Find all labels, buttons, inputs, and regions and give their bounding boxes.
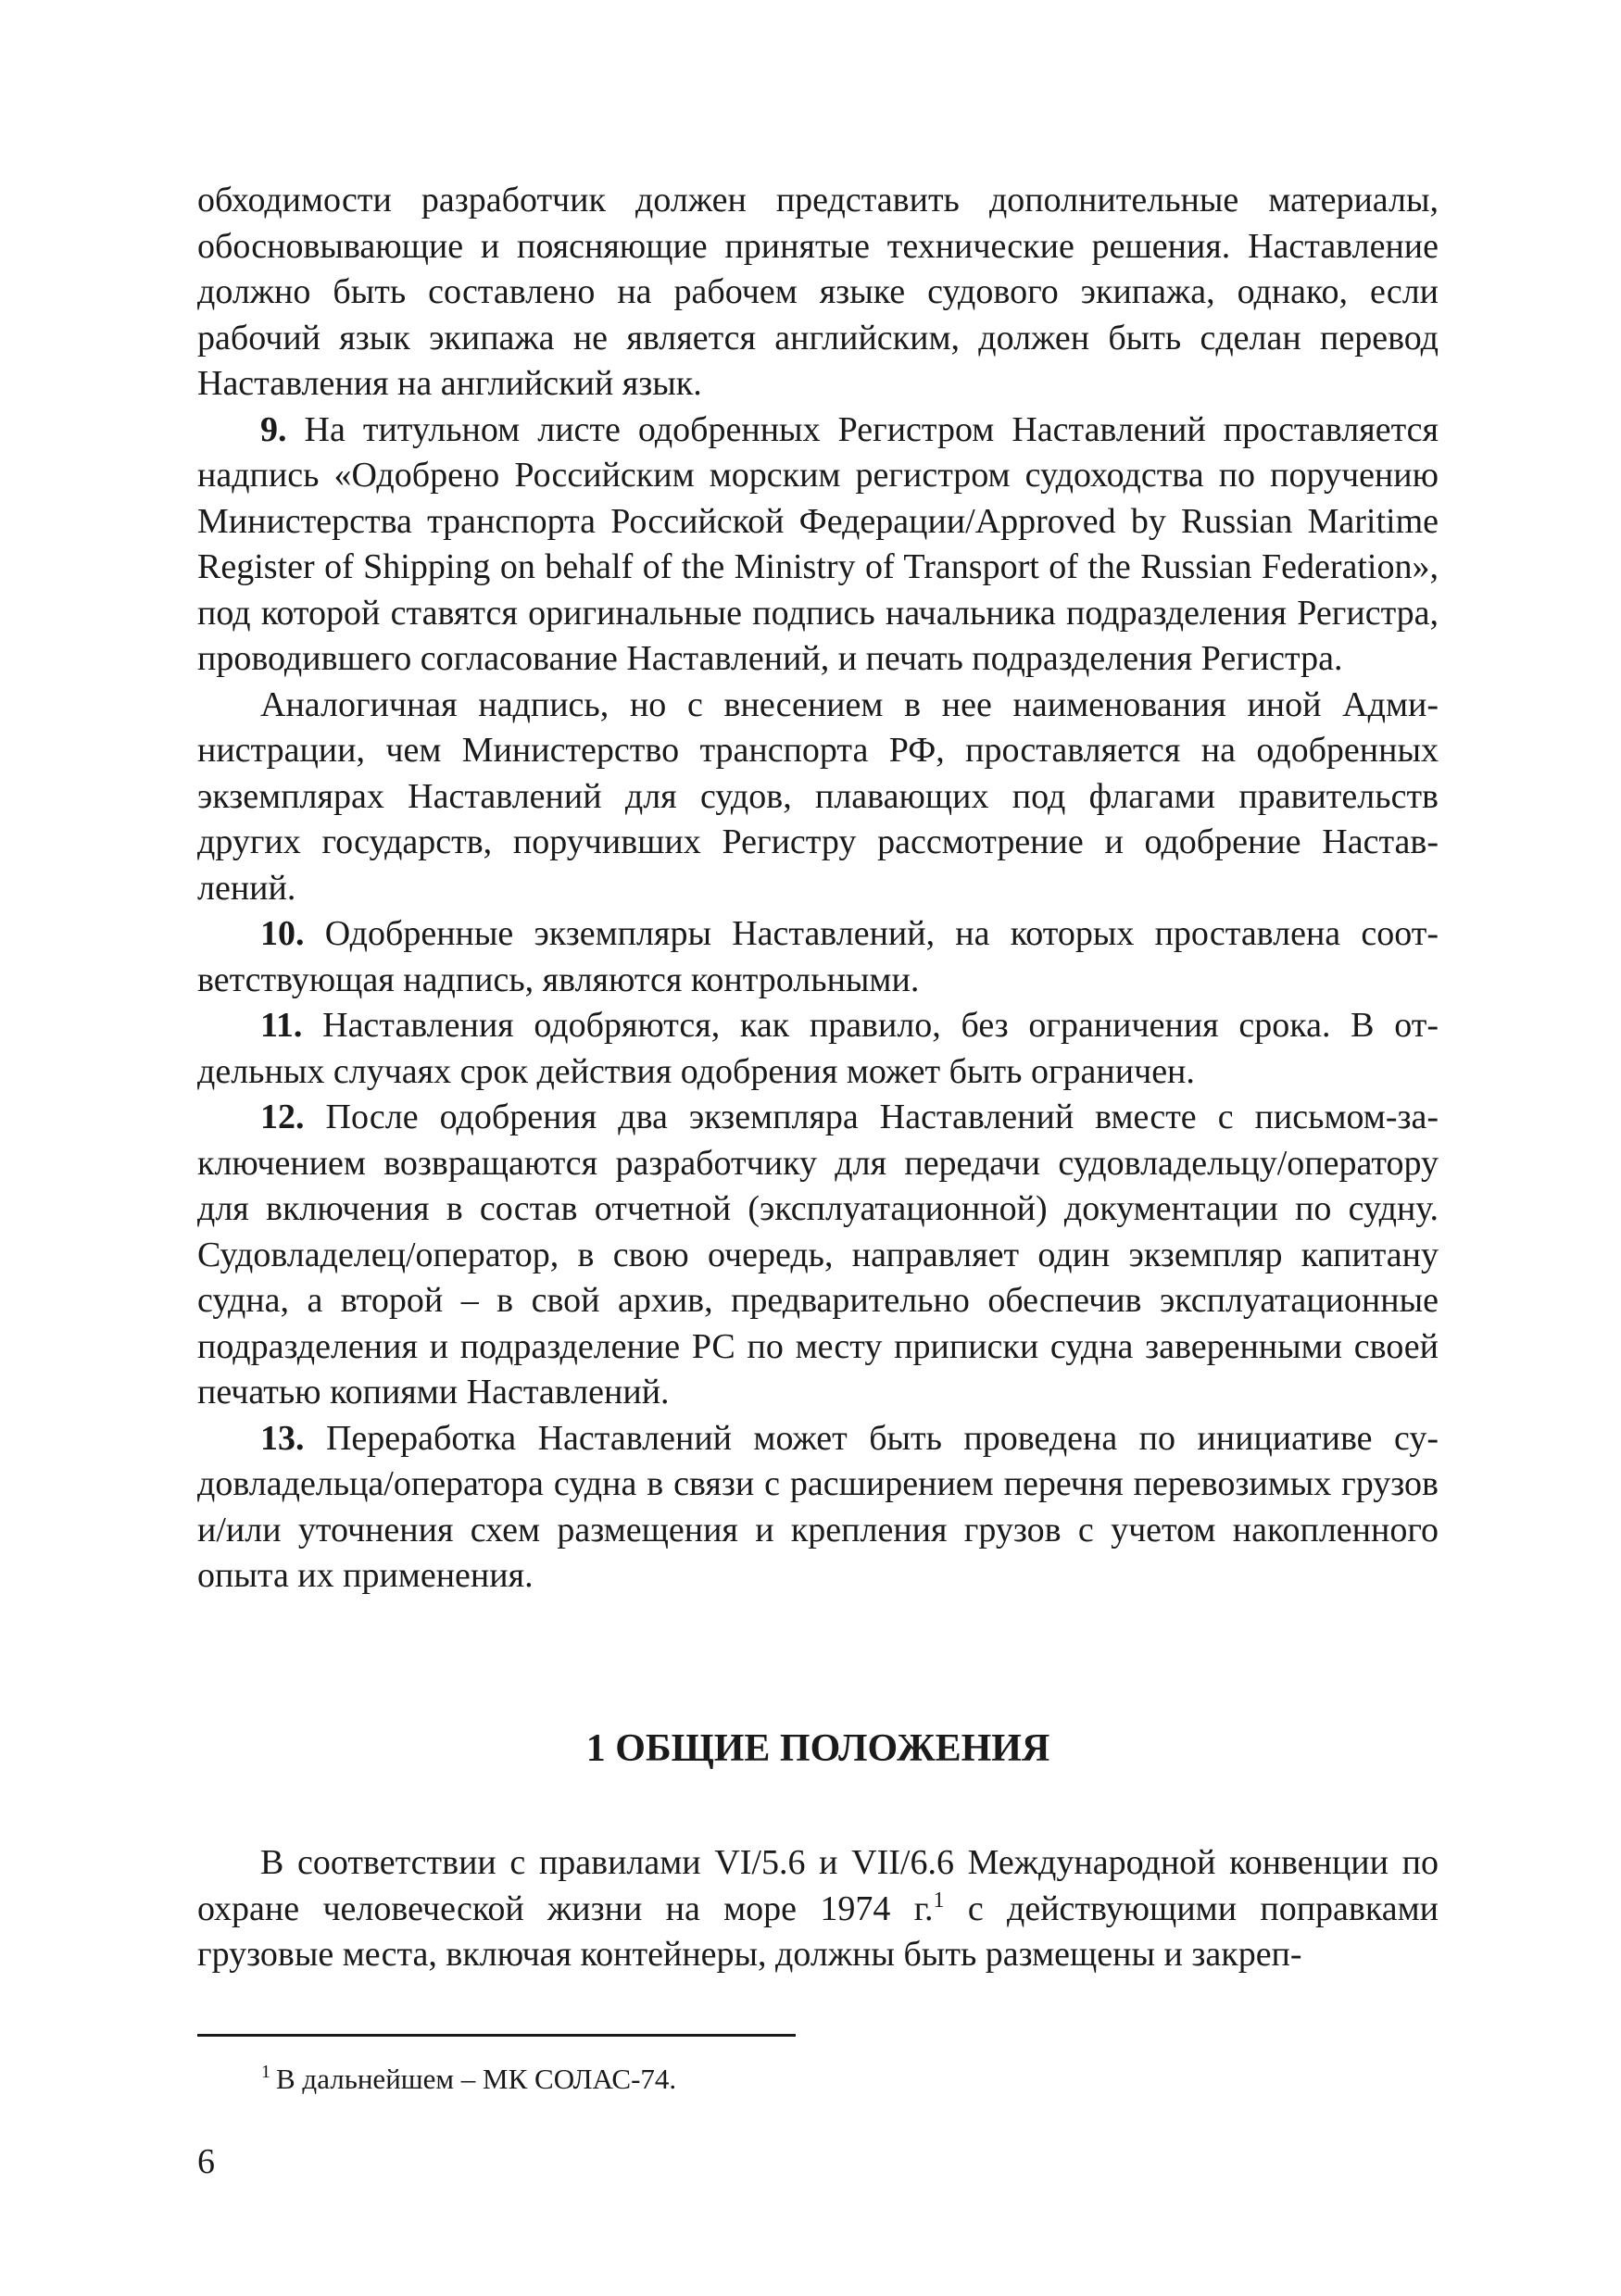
paragraph-13 (197, 1416, 1439, 1600)
paragraph-text-continued: с действующими поправками грузовые места, включая контейнеры, должны быть размещены и закреп- (197, 1888, 1439, 1974)
paragraph-number: 10. (260, 914, 305, 953)
paragraph-text: В соответствии с правилами VI/5.6 и VII/6.6 Международной конвенции по охране человеческой жизни на море 1974 г. (197, 1843, 1439, 1928)
paragraph-10 (197, 911, 1439, 1003)
page-number: 6 (197, 2142, 215, 2181)
footnote-mark: 1 (261, 2062, 270, 2082)
body-text-top (197, 178, 1439, 1600)
paragraph-text: После одобрения два экземпляра Наставлений вместе с письмом-заключением возвращаются разработчику для передачи судовладельцу/оператору для включения в состав отчетной (эксплуатационной) документации по судну. Судовладелец/оператор, в свою очередь, направляет один экземпляр капитану судна, а второй – в свой архив, предварительно обеспечив эксплуатационные подразделения и подразделение РС по месту приписки судна заверенными своей печатью копиями Наставлений. (197, 1098, 1439, 1411)
paragraph-text: Аналогичная надпись, но с внесением в нее наименования иной Администрации, чем Министерство транспорта РФ, проставляется на одобренных экземплярах Наставлений для судов, плавающих под флагами правительств других государств, поручивших Регистру рассмотрение и одобрение Наставлений. (197, 684, 1439, 908)
paragraph-number: 9. (260, 409, 287, 449)
footnote-text: В дальнейшем – МК СОЛАС-74. (276, 2063, 677, 2095)
paragraph-number: 11. (260, 1006, 303, 1045)
section-heading: 1 ОБЩИЕ ПОЛОЖЕНИЯ (585, 1727, 1050, 1770)
body-text-section (197, 1840, 1439, 1978)
paragraph-12 (197, 1095, 1439, 1416)
footnote (261, 2061, 676, 2098)
paragraph-text: На титульном листе одобренных Регистром Наставлений проставляется надпись «Одобрено Российским морским регистром судоходства по поручению Министерства транспорта Российской Федерации/Approved by Russian Maritime Register of Shipping on behalf of the Ministry of Transport of the Russian Federation», под которой ставятся оригинальные подпись начальника подразделения Регистра, проводившего согласование Наставлений, и печать подразделения Регистра. (197, 409, 1439, 678)
paragraph-9-continued (197, 683, 1439, 912)
section-paragraph (197, 1840, 1439, 1978)
paragraph-number: 12. (260, 1098, 305, 1136)
paragraph-text: Одобренные экземпляры Наставлений, на которых проставлена соответствующая надпись, являются контрольными. (197, 914, 1439, 999)
paragraph-11 (197, 1003, 1439, 1095)
footnote-reference: 1 (933, 1888, 945, 1913)
paragraph-text: Наставления одобряются, как правило, без ограничения срока. В отдельных случаях срок действия одобрения может быть ограничен. (197, 1006, 1439, 1091)
footnote-separator (197, 2034, 796, 2037)
paragraph-continuation (197, 178, 1439, 408)
paragraph-9 (197, 408, 1439, 683)
paragraph-number: 13. (260, 1418, 305, 1458)
paragraph-text: Переработка Наставлений может быть проведена по инициативе судовладельца/оператора судна в связи с расширением перечня перевозимых грузов и/или уточнения схем размещения и крепления грузов с учетом накопленного опыта их применения. (197, 1418, 1439, 1595)
paragraph-text: обходимости разработчик должен представить дополнительные материалы, обосновывающие и поясняющие принятые технические решения. Наставление должно быть составлено на рабочем языке судового экипажа, однако, если рабочий язык экипажа не является английским, должен быть сделан перевод Наставления на английский язык. (197, 181, 1439, 403)
